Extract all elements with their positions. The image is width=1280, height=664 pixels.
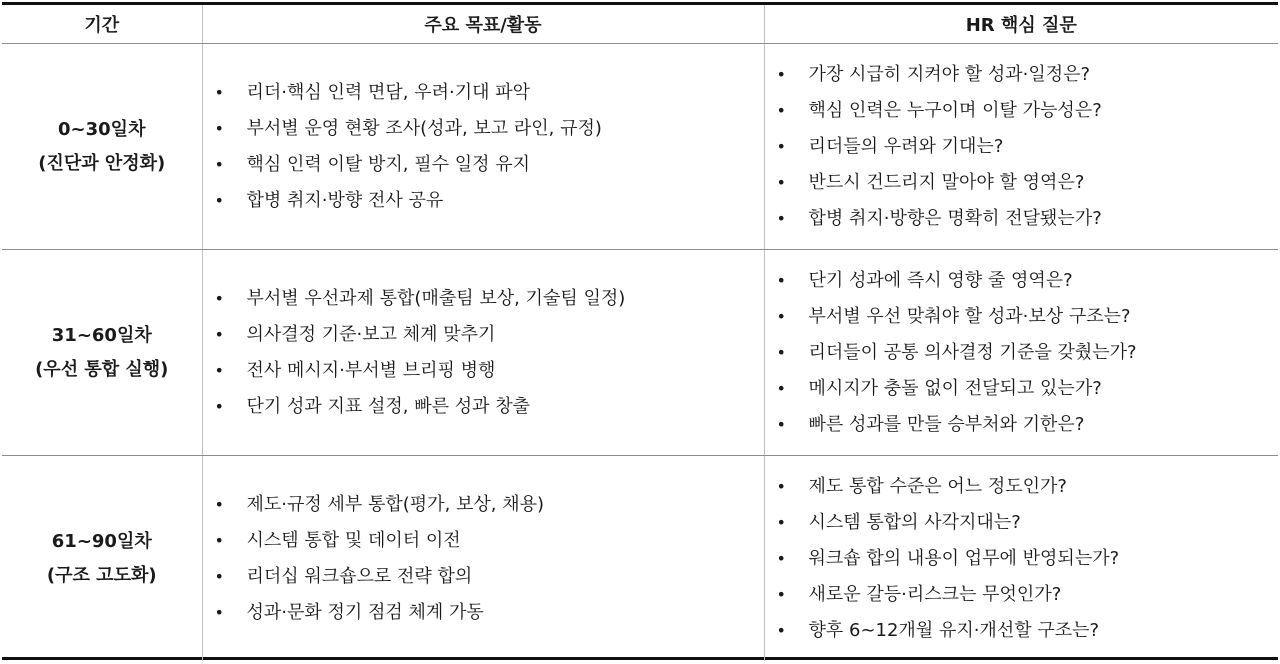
list-item: • 부서별 우선 맞춰야 할 성과·보상 구조는? [765, 299, 1279, 335]
bullet-icon: • [214, 566, 224, 586]
bullet-icon: • [214, 324, 224, 344]
list-item: • 빠른 성과를 만들 승부처와 기한은? [765, 407, 1279, 443]
list-item: • 합병 취지·방향은 명확히 전달됐는가? [765, 201, 1279, 237]
header-row [2, 5, 1278, 44]
list-item: • 새로운 갈등·리스크는 무엇인가? [765, 577, 1279, 613]
questions-cell [764, 250, 1278, 456]
questions-cell [764, 456, 1278, 662]
list-item: • 향후 6~12개월 유지·개선할 구조는? [765, 613, 1279, 649]
list-item: • 리더십 워크숍으로 전략 합의 [203, 559, 764, 595]
list-item: • 시스템 통합의 사각지대는? [765, 505, 1279, 541]
list-item: • 제도·규정 세부 통합(평가, 보상, 채용) [203, 487, 764, 523]
list-item: • 전사 메시지·부서별 브리핑 병행 [203, 353, 764, 389]
list-item: • 핵심 인력 이탈 방지, 필수 일정 유지 [203, 147, 764, 183]
bullet-icon: • [776, 270, 786, 290]
integration-plan-table [2, 2, 1278, 660]
bullet-icon: • [776, 476, 786, 496]
list-item: • 부서별 우선과제 통합(매출팀 보상, 기술팀 일정) [203, 281, 764, 317]
bullet-icon: • [776, 100, 786, 120]
list-item: • 핵심 인력은 누구이며 이탈 가능성은? [765, 93, 1279, 129]
bullet-icon: • [214, 602, 224, 622]
bullet-icon: • [776, 378, 786, 398]
list-item: • 부서별 운영 현황 조사(성과, 보고 라인, 규정) [203, 111, 764, 147]
questions-list [765, 263, 1279, 443]
bullet-icon: • [776, 64, 786, 84]
period-phase: (우선 통합 실행) [35, 358, 169, 380]
table-row [2, 250, 1278, 456]
goals-cell [202, 250, 764, 456]
bullet-icon: • [214, 530, 224, 550]
list-item: • 의사결정 기준·보고 체계 맞추기 [203, 317, 764, 353]
bullet-icon: • [214, 154, 224, 174]
list-item: • 리더·핵심 인력 면담, 우려·기대 파악 [203, 75, 764, 111]
bullet-icon: • [776, 136, 786, 156]
bullet-icon: • [776, 548, 786, 568]
plan-table [2, 5, 1278, 661]
list-item: • 제도 통합 수준은 어느 정도인가? [765, 469, 1279, 505]
header-goals: 주요 목표/활동 [202, 5, 764, 44]
period-phase: (진단과 안정화) [38, 152, 166, 174]
list-item: • 단기 성과 지표 설정, 빠른 성과 창출 [203, 389, 764, 425]
questions-cell [764, 44, 1278, 250]
bullet-icon: • [214, 396, 224, 416]
goals-list [203, 75, 764, 219]
period-cell [2, 44, 202, 250]
period-range: 31~60일차 [51, 324, 152, 346]
list-item: • 메시지가 충돌 없이 전달되고 있는가? [765, 371, 1279, 407]
bullet-icon: • [214, 360, 224, 380]
list-item: • 단기 성과에 즉시 영향 줄 영역은? [765, 263, 1279, 299]
list-item: • 리더들이 공통 의사결정 기준을 갖췄는가? [765, 335, 1279, 371]
bullet-icon: • [776, 208, 786, 228]
list-item: • 워크숍 합의 내용이 업무에 반영되는가? [765, 541, 1279, 577]
list-item: • 반드시 건드리지 말아야 할 영역은? [765, 165, 1279, 201]
header-questions: HR 핵심 질문 [764, 5, 1278, 44]
header-period: 기간 [2, 5, 202, 44]
bullet-icon: • [776, 584, 786, 604]
bullet-icon: • [214, 82, 224, 102]
bullet-icon: • [214, 190, 224, 210]
period-range: 61~90일차 [51, 530, 152, 552]
goals-list [203, 281, 764, 425]
bullet-icon: • [776, 620, 786, 640]
list-item: • 성과·문화 정기 점검 체계 가동 [203, 595, 764, 631]
list-item: • 시스템 통합 및 데이터 이전 [203, 523, 764, 559]
table-row [2, 44, 1278, 250]
goals-cell [202, 456, 764, 662]
goals-list [203, 487, 764, 631]
period-cell [2, 456, 202, 662]
list-item: • 리더들의 우려와 기대는? [765, 129, 1279, 165]
table-row [2, 456, 1278, 662]
bullet-icon: • [776, 342, 786, 362]
bullet-icon: • [776, 172, 786, 192]
questions-list [765, 469, 1279, 649]
bullet-icon: • [776, 414, 786, 434]
bullet-icon: • [776, 512, 786, 532]
questions-list [765, 57, 1279, 237]
bullet-icon: • [214, 118, 224, 138]
period-range: 0~30일차 [58, 118, 146, 140]
goals-cell [202, 44, 764, 250]
bullet-icon: • [776, 306, 786, 326]
bullet-icon: • [214, 288, 224, 308]
list-item: • 가장 시급히 지켜야 할 성과·일정은? [765, 57, 1279, 93]
period-cell [2, 250, 202, 456]
period-phase: (구조 고도화) [46, 564, 157, 586]
list-item: • 합병 취지·방향 전사 공유 [203, 183, 764, 219]
bullet-icon: • [214, 494, 224, 514]
